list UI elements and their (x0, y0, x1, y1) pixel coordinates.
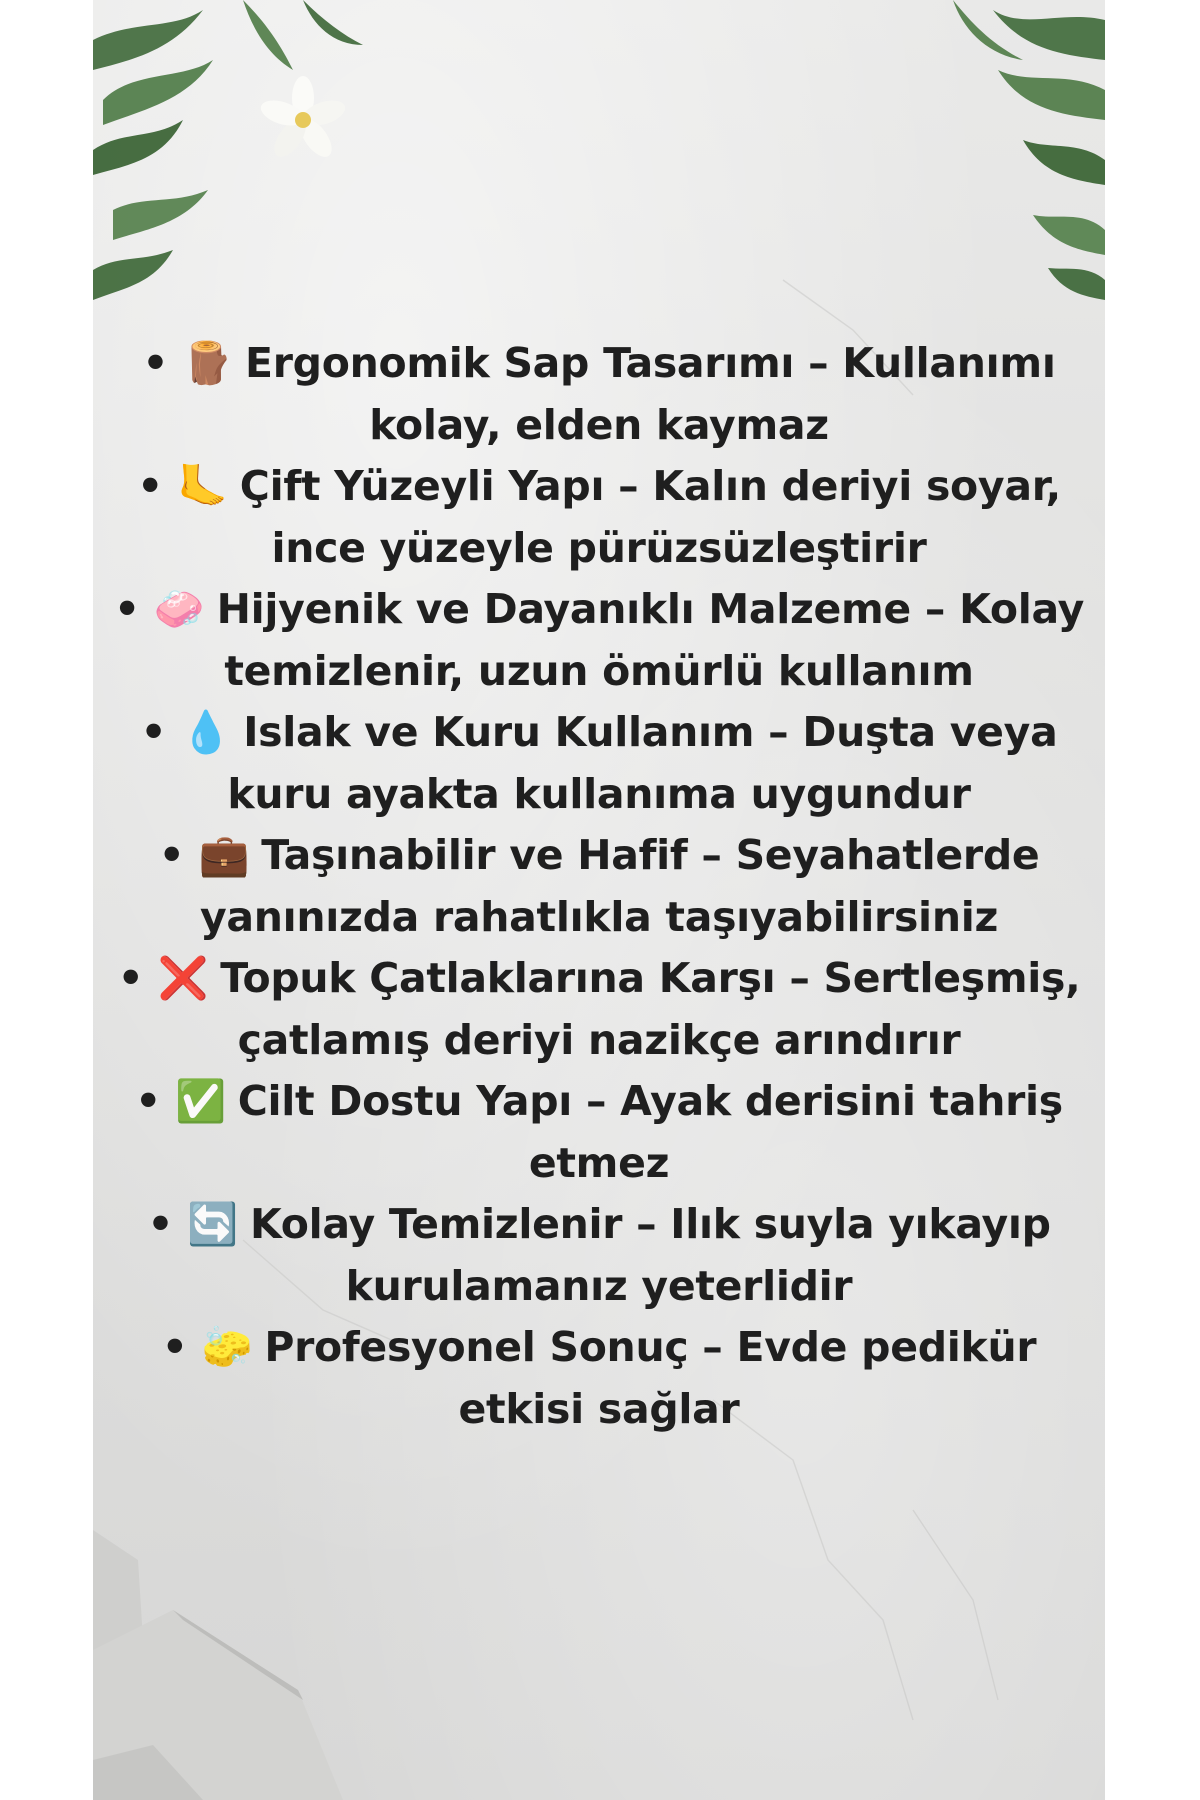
feature-text: Islak ve Kuru Kullanım – Duşta veya kuru ayakta kullanıma uygundur (227, 708, 1058, 818)
feature-text: Topuk Çatlaklarına Karşı – Sertleşmiş, çatlamış deriyi nazikçe arındırır (220, 954, 1081, 1064)
feature-text: Kolay Temizlenir – Ilık suyla yıkayıp kurulamanız yeterlidir (249, 1200, 1051, 1310)
feature-list (113, 333, 1085, 1440)
feature-text: Ergonomik Sap Tasarımı – Kullanımı kolay, elden kaymaz (245, 339, 1056, 449)
feature-item: • ✅ Cilt Dostu Yapı – Ayak derisini tahriş etmez (113, 1071, 1085, 1194)
feature-text: Hijyenik ve Dayanıklı Malzeme – Kolay temizlenir, uzun ömürlü kullanım (216, 585, 1084, 695)
leaves-top-right (953, 0, 1105, 300)
feature-item: • 🪵 Ergonomik Sap Tasarımı – Kullanımı kolay, elden kaymaz (113, 333, 1085, 456)
suitcase-icon: 💼 (198, 831, 250, 879)
feature-text: Cilt Dostu Yapı – Ayak derisini tahriş etmez (237, 1077, 1063, 1187)
feature-item: • 🧽 Profesyonel Sonuç – Evde pedikür etkisi sağlar (113, 1317, 1085, 1440)
stone-blocks (93, 1530, 343, 1800)
feature-item: • 🧼 Hijyenik ve Dayanıklı Malzeme – Kolay temizlenir, uzun ömürlü kullanım (113, 579, 1085, 702)
foot-icon: 🦶 (177, 462, 228, 510)
cross-mark-icon: ❌ (157, 954, 209, 1002)
feature-item: • 🔄 Kolay Temizlenir – Ilık suyla yıkayıp kurulamanız yeterlidir (113, 1194, 1085, 1317)
flower (258, 76, 349, 162)
feature-item: • 💼 Taşınabilir ve Hafif – Seyahatlerde yanınızda rahatlıkla taşıyabilirsiniz (113, 825, 1085, 948)
feature-text: Profesyonel Sonuç – Evde pedikür etkisi sağlar (264, 1323, 1037, 1433)
log-icon: 🪵 (182, 339, 234, 387)
refresh-icon: 🔄 (187, 1200, 238, 1248)
feature-item: • 🦶 Çift Yüzeyli Yapı – Kalın deriyi soyar, ince yüzeyle pürüzsüzleştirir (113, 456, 1085, 579)
soap-icon: 🧼 (153, 585, 205, 633)
sponge-icon: 🧽 (201, 1323, 253, 1371)
feature-item: • 💧 Islak ve Kuru Kullanım – Duşta veya kuru ayakta kullanıma uygundur (113, 702, 1085, 825)
feature-text: Taşınabilir ve Hafif – Seyahatlerde yanınızda rahatlıkla taşıyabilirsiniz (199, 831, 1040, 941)
background-panel (93, 0, 1105, 1800)
feature-item: • ❌ Topuk Çatlaklarına Karşı – Sertleşmiş, çatlamış deriyi nazikçe arındırır (113, 948, 1085, 1071)
check-mark-icon: ✅ (175, 1077, 226, 1125)
droplet-icon: 💧 (180, 708, 232, 756)
feature-text: Çift Yüzeyli Yapı – Kalın deriyi soyar, ince yüzeyle pürüzsüzleştirir (239, 462, 1061, 572)
